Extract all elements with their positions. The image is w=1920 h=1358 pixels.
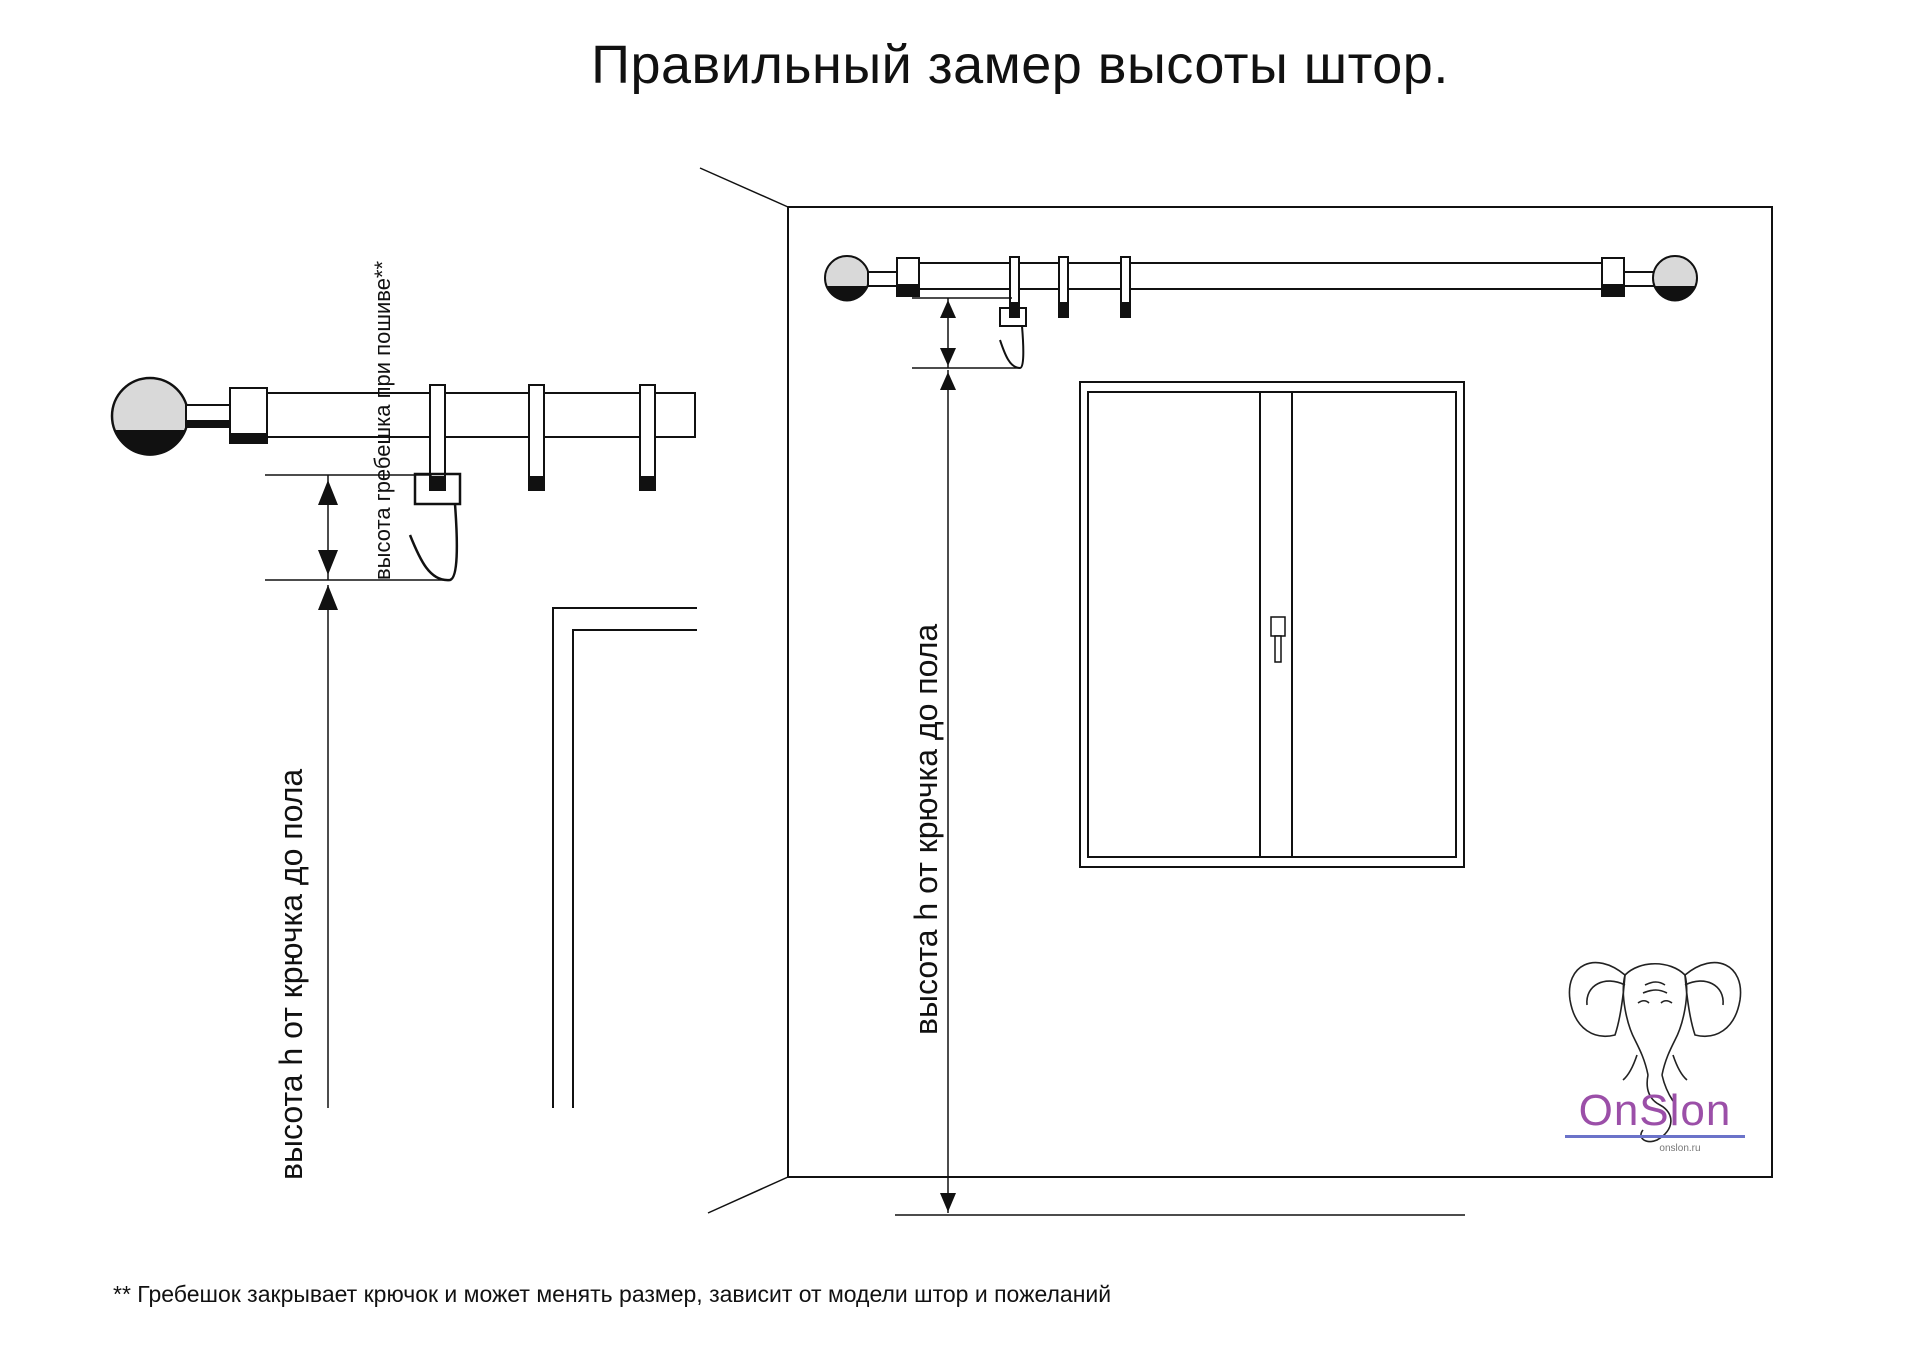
left-finial-shadow: [114, 430, 186, 456]
left-door-frame-outer: [553, 608, 697, 1108]
logo-underline: [1565, 1135, 1745, 1138]
window-handle: [1275, 636, 1281, 662]
logo-site-text: onslon.ru: [1659, 1143, 1701, 1154]
room-ceiling-corner-line: [700, 168, 788, 207]
room-floor-corner-line: [708, 1177, 788, 1213]
left-arrow-up-top: [318, 480, 338, 505]
right-arrow-down-floor: [940, 1193, 956, 1212]
right-bracket-left-base: [897, 284, 919, 296]
left-rod-bracket-base: [230, 433, 267, 443]
window-handle-plate: [1271, 617, 1285, 636]
right-finial-right-neck: [1624, 272, 1654, 286]
left-curtain-hook-curve: [410, 504, 457, 580]
left-curtain-rod: [267, 393, 695, 437]
left-rod-ring-3: [640, 385, 655, 490]
left-rod-ring-1-base: [430, 476, 445, 490]
left-comb-height-label: высота гребешка при пошиве**: [370, 260, 395, 580]
page-title: Правильный замер высоты штор.: [591, 35, 1449, 95]
left-arrow-down-bottom: [318, 550, 338, 575]
left-detail-view: [112, 378, 697, 1108]
right-room-view: [700, 168, 1772, 1215]
right-rod-ring-3-base: [1121, 302, 1130, 317]
logo-brand-text: OnSlon: [1578, 1086, 1732, 1135]
left-finial-neck-shadow: [186, 420, 232, 427]
right-finial-left-neck: [868, 272, 898, 286]
right-rod-ring-1-base: [1010, 302, 1019, 317]
left-rod-ring-3-base: [640, 476, 655, 490]
right-hook-to-floor-label: высота h от крючка до пола: [908, 623, 944, 1035]
left-door-frame-inner: [573, 630, 697, 1108]
footnote: ** Гребешок закрывает крючок и может менять размер, зависит от модели штор и пожеланий: [113, 1281, 1112, 1307]
left-rod-ring-2-base: [529, 476, 544, 490]
right-bracket-right-base: [1602, 284, 1624, 296]
left-rod-ring-2: [529, 385, 544, 490]
right-rod-ring-2-base: [1059, 302, 1068, 317]
left-hook-to-floor-label: высота h от крючка до пола: [273, 768, 309, 1180]
left-arrow-up-floor: [318, 585, 338, 610]
right-curtain-rod: [919, 263, 1602, 289]
